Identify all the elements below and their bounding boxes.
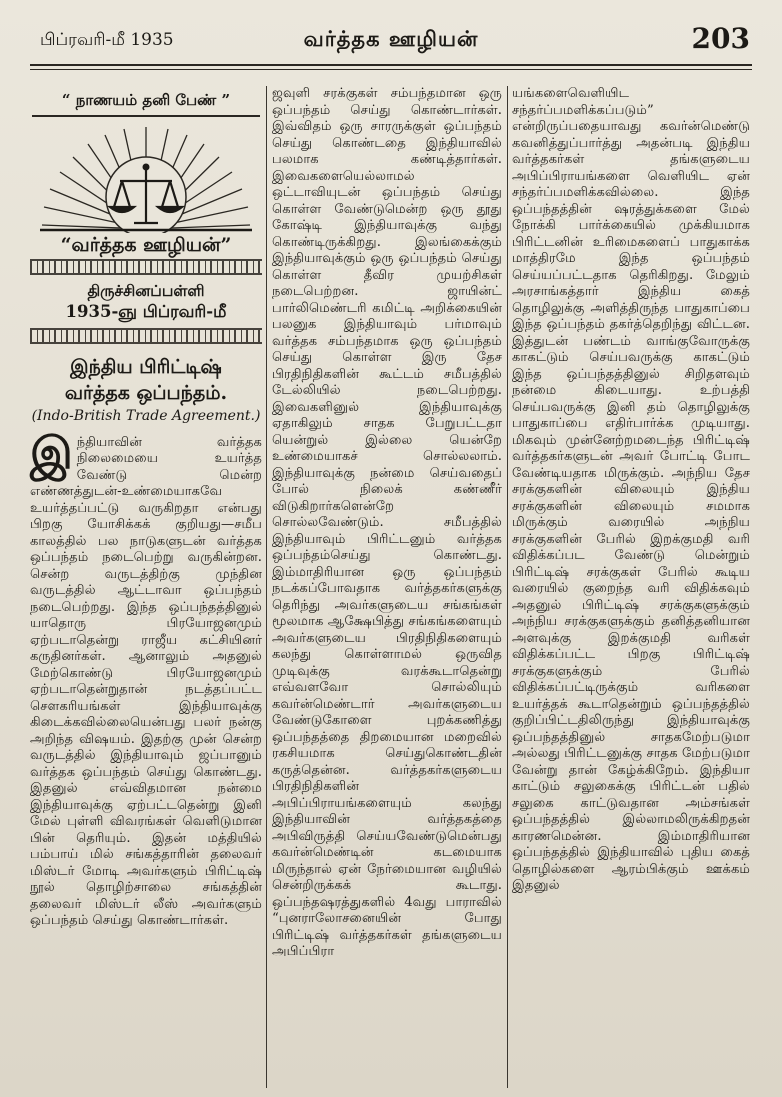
page-number: 203 bbox=[691, 22, 750, 55]
column-3 bbox=[512, 86, 750, 895]
column-1 bbox=[30, 92, 262, 930]
column-2 bbox=[272, 86, 502, 961]
page-header bbox=[30, 22, 752, 56]
article-body-col1 bbox=[30, 427, 262, 930]
article-subtitle: (Indo-British Trade Agreement.) bbox=[31, 408, 261, 424]
header-rule-thick bbox=[30, 64, 752, 66]
header-title: வர்த்தக ஊழியன் bbox=[303, 26, 479, 51]
article-title-line-1: இந்திய பிரிட்டிஷ் bbox=[70, 356, 222, 378]
masthead-brand: “வர்த்தக ஊழியன்” bbox=[60, 233, 232, 256]
masthead-place: திருச்சினப்பள்ளி bbox=[87, 281, 205, 300]
column-divider-1 bbox=[266, 86, 267, 1088]
header-date: பிப்ரவரி-மீ 1935 bbox=[40, 30, 174, 50]
article-text-col3: யங்களைவெளியிட சந்தர்ப்பமளிக்கப்படும்” என்றிருப்பதையாவது கவர்ன்மெண்டு கவனித்துப்பார்த்து அதன்படி இந்திய வர்த்தகர்கள் தங்களுடைய அபிப்பிராயங்களை வெளியிட ஏன் சந்தர்ப்பமளிக்கவில்லை. இந்த ஒப்பந்தத்தின் ஷரத்துக்களை மேல் நோக்கி பார்க்கையில் முக்கியமாக பிரிட்டனின் உரிமைகளைப் பாதுகாக்க மாத்திரமே இந்த ஒப்பந்தம் செய்யப்பட்டதாக தெரிகிறது. மேலும் அரசாங்கத்தார் இந்திய கைத் தொழிலுக்கு அளித்திருந்த பாதுகாப்பை இந்த ஒப்பந்தம் தகர்த்தெறிந்து விட்டன. இத்துடன் பண்டம் வாங்குவோருக்கு காகட்டும் செய்பவருக்கு காகட்டும் இந்த ஒப்பந்தத்தினுல் சிறிதளவும் நன்மை கிடையாது. உற்பத்தி செய்பவருக்கு இனி தம் தொழிலுக்கு பாதுகாப்பை எதிர்பார்க்க முடியாது. மிகவும் முன்னேற்றமடைந்த பிரிட்டிஷ் வர்த்தகர்களுடன் அவர் போட்டி போட வேண்டியதாக மிருக்கும். அந்நிய தேச சரக்குகளின் விலையும் இந்திய சரக்குகளின் விலையும் சமமாக மிருக்கும் வரையில் அந்நிய சரக்குகளின் பேரில் இறக்குமதி வரி விதிக்கப்பட வேண்டு மென்றும் பிரிட்டிஷ் சரக்குகள் பேரில் கூடிய வரையில் குறைந்த வரி விதிக்கவும் அதனுல் பிரிட்டிஷ் சரக்குகளுக்கும் அந்நிய சரக்குகளுக்கும் தனித்தனியான அளவுக்கு இறக்குமதி வரிகள் விதிக்கப்பட்ட பிறகு பிரிட்டிஷ் சரக்குகளுக்கும் பேரில் விதிக்கப்பட்டிருக்கும் வரிகளை உயர்த்தக் கூடாதென்றும் ஒப்பந்தத்தில் குறிப்பிட்டதிலிருந்து இந்தியாவுக்கு ஒப்பந்தத்தினுல் சாதகமேற்படுமா அல்லது பிரிட்டனுக்கு சாதக மேற்படுமா வேன்று தான் கேழ்க்கிறேம். இந்தியா காட்டும் சலுகைக்கு பிரிட்டன் பதில் சலுகை காட்டுவதான அம்சங்கள் ஒப்பந்தத்தில் இல்லாமலிருக்கிறதன் காரணமென்ன. இம்மாதிரியான ஒப்பந்தத்தில் இந்தியாவில் புதிய கைத் தொழில்களை ஆரம்பிக்கும் ஊக்கம் இதனுல் bbox=[512, 86, 750, 893]
drop-cap: இ bbox=[30, 427, 73, 479]
article-title bbox=[30, 354, 262, 406]
scales-of-justice-emblem-icon bbox=[38, 125, 254, 233]
article-title-line-2: வர்த்தக ஒப்பந்தம். bbox=[64, 382, 228, 404]
masthead-date: 1935-ஞு பிப்ரவரி-மீ bbox=[65, 301, 227, 321]
decorative-border-bottom bbox=[30, 328, 262, 344]
article-text-col2: ஜவுளி சரக்குகள் சம்பந்தமான ஒரு ஒப்பந்தம் செய்து கொண்டார்கள். இவ்விதம் ஒரு சாரருக்குள் ஒப்பந்தம் செய்து கொண்டதை இந்தியாவில் பலமாக கண்டித்தார்கள். இவைகளையெல்லாமல் ஒட்டாவியுடன் ஒப்பந்தம் செய்து கொள்ள வேண்டுமென்ற ஒரு தூது கோஷ்டி இந்தியாவுக்கு வந்து கொண்டிருக்கிறது. இலங்கைக்கும் இந்தியாவுக்கும் ஒரு ஒப்பந்தம் செய்து கொள்ள தீவிர முயற்சிகள் நடைபெற்றன. ஜாயின்ட் பார்லிமெண்டரி கமிட்டி அறிக்கையின் பலனுக இந்தியாவும் பர்மாவும் வர்த்தக சம்பந்தமாக ஒரு ஒப்பந்தம் செய்து கொள்ள இரு தேச பிரதிநிதிகளின் கூட்டம் சமீபத்தில் டேல்லியில் நடைபெற்றது. இவைகளினுல் இந்தியாவுக்கு ஏதாகிலும் சாதக பேறுபட்டதா யென்றுல் இல்லை யென்றே உண்மையாகச் சொல்லலாம். இந்தியாவுக்கு நன்மை செய்வதைப் போல் நிலைக் கண்ணீர் விடுகிறார்களென்றே சொல்லவேண்டும். சமீபத்தில் இந்தியாவும் பிரிட்டனும் வர்த்தக ஒப்பந்தம்செய்து கொண்டது. இம்மாதிரியான ஒரு ஒப்பந்தம் நடக்கப்போவதாக வர்த்தகர்களுக்கு தெரிந்து அவர்களுடைய சங்கங்கள் மூலமாக ஆக்ஷேபித்து சங்கங்களையும் அவர்களுடைய பிரதிநிதிகளையும் கலந்து கொள்ளாமல் ஒருவித முடிவுக்கு வரக்கூடாதென்று எவ்வளவோ சொல்லியும் கவர்ன்மெண்டார் அவர்களுடைய வேண்டுகோளை புறக்கணித்து ஒப்பந்தத்தை திறமையான மறைவில் ரகசியமாக செய்துகொண்டதின் கருத்தென்ன. வர்த்தகர்களுடைய பிரதிநிதிகளின் அபிப்பிராயங்களையும் கலந்து இந்தியாவின் வர்த்தகத்தை அபிவிருத்தி செய்யவேண்டுமென்பது கவர்ன்மெண்டின் கடமையாக மிருந்தால் ஏன் நேர்மையான வழியில் சென்றிருக்கக் கூடாது. ஒப்பந்தஷரத்துகளில் 4வது பாராவில் “புனராலோசனையின் போது பிரிட்டிஷ் வர்த்தகர்கள் தங்களுடைய அபிப்பிரா bbox=[272, 86, 502, 959]
column-divider-2 bbox=[507, 86, 508, 1088]
header-rule-thin bbox=[30, 69, 752, 70]
article-text-col1: ந்தியாவின் வர்த்தக நிலைமையை உயர்த்த வேண்டு மென்ற எண்ணத்துடன்-உண்மையாகவே உயர்த்தப்பட்டு வருகிறதா என்பது பிறகு யோசிக்கக் குறியது—சமீப காலத்தில் பல நாடுகளுடன் வர்த்தக ஒப்பந்தம் நடைபெற்று வருகின்றன. சென்ற வருடத்திற்கு முந்தின வருடத்தில் ஆட்டாவா ஒப்பந்தம் நடைபெற்றது. இந்த ஒப்பந்தத்தினுல் யாதொரு பிரயோஜனமும் ஏற்படாதென்று ராஜீய கட்சியினர் கருதினர்கள். ஆனாலும் அதனுல் மேற்கொண்டு பிரயோஜனமும் ஏற்படாதென்றுதான் நடத்தப்பட்ட சௌகரியங்கள் இந்தியாவுக்கு கிடைக்கவில்லையென்பது பலர் நன்கு அறிந்த விஷயம். இதற்கு முன் சென்ற வருடத்தில் இந்தியாவும் ஜப்பானும் வர்த்தக ஒப்பந்தம் செய்து கொண்டது. இதனுல் எவ்விதமான நன்மை இந்தியாவுக்கு ஏற்பட்டதென்று இனி மேல் புள்ளி விவரங்கள் வெளிடுமான பின் தெரியும். இதன் மத்தியில் பம்பாய் மில் சங்கத்தாரின் தலைவர் மிஸ்டர் மோடி அவர்களும் பிரிட்டிஷ் நூல் தொழிற்சாலை சங்கத்தின் தலைவர் மிஸ்டர் லீஸ் அவர்களும் ஒப்பந்தம் செய்து கொண்டார்கள். bbox=[30, 434, 262, 928]
masthead-rule bbox=[32, 115, 260, 117]
decorative-border-top bbox=[30, 259, 262, 275]
masthead-motto: “ நாணயம் தனி பேண் ” bbox=[61, 91, 231, 109]
